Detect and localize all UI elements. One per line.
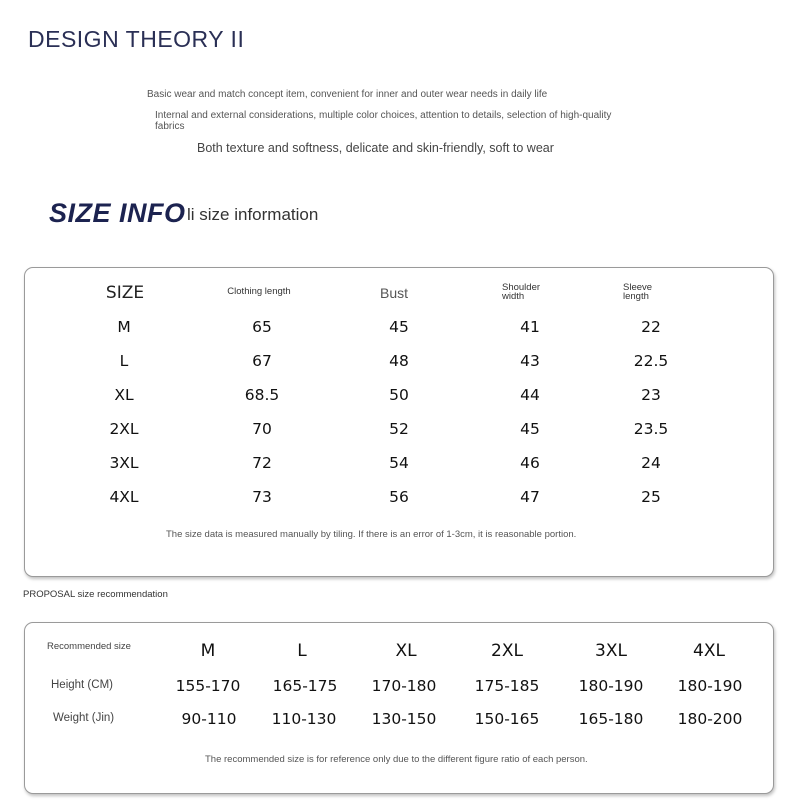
- header-size: SIZE: [105, 283, 145, 303]
- weight-value: 110-130: [271, 710, 337, 728]
- row-bust: 45: [389, 318, 409, 336]
- proposal-title: PROPOSAL size recommendation: [23, 589, 168, 600]
- row-size: XL: [114, 386, 134, 404]
- row-bust: 56: [389, 488, 409, 506]
- row-shoulder: 47: [520, 488, 540, 506]
- row-sleeve: 23: [641, 386, 661, 404]
- rec-size: 2XL: [491, 641, 523, 661]
- weight-value: 180-200: [677, 710, 743, 728]
- row-sleeve: 22: [641, 318, 661, 336]
- row-shoulder: 44: [520, 386, 540, 404]
- header-clothing-length: Clothing length: [227, 286, 291, 297]
- row-length: 68.5: [244, 386, 280, 404]
- recommended-size-label: Recommended size: [47, 641, 131, 652]
- intro-line-2: Internal and external considerations, multiple color choices, attention to details, selection of high-quality fabrics: [155, 110, 612, 132]
- weight-value: 130-150: [371, 710, 437, 728]
- intro-line-3: Both texture and softness, delicate and skin-friendly, soft to wear: [197, 141, 554, 155]
- row-size: L: [119, 352, 129, 370]
- height-value: 180-190: [677, 677, 743, 695]
- recommendation-card: [24, 622, 774, 794]
- recommendation-note: The recommended size is for reference only due to the different figure ratio of each person.: [205, 754, 588, 765]
- row-sleeve: 22.5: [633, 352, 669, 370]
- row-length: 70: [252, 420, 272, 438]
- row-shoulder: 45: [520, 420, 540, 438]
- weight-value: 90-110: [181, 710, 237, 728]
- height-label: Height (CM): [51, 679, 113, 691]
- row-sleeve: 24: [641, 454, 661, 472]
- rec-size: M: [200, 641, 216, 661]
- rec-size: 3XL: [595, 641, 627, 661]
- row-length: 72: [252, 454, 272, 472]
- height-value: 165-175: [272, 677, 338, 695]
- row-length: 67: [252, 352, 272, 370]
- weight-value: 165-180: [578, 710, 644, 728]
- row-shoulder: 43: [520, 352, 540, 370]
- height-value: 175-185: [474, 677, 540, 695]
- row-size: 3XL: [109, 454, 139, 472]
- brand-title: DESIGN THEORY II: [28, 26, 245, 52]
- row-bust: 54: [389, 454, 409, 472]
- header-shoulder-width: Shoulder width: [502, 282, 541, 302]
- size-info-title: SIZE INFO: [49, 198, 186, 228]
- row-bust: 50: [389, 386, 409, 404]
- height-value: 180-190: [578, 677, 644, 695]
- row-bust: 48: [389, 352, 409, 370]
- weight-label: Weight (Jin): [53, 712, 115, 724]
- height-value: 155-170: [175, 677, 241, 695]
- row-shoulder: 46: [520, 454, 540, 472]
- rec-size: XL: [395, 641, 417, 661]
- row-size: 2XL: [109, 420, 139, 438]
- rec-size: 4XL: [693, 641, 725, 661]
- row-size: M: [117, 318, 131, 336]
- header-bust: Bust: [379, 285, 409, 301]
- row-sleeve: 23.5: [633, 420, 669, 438]
- size-info-subtitle: li size information: [187, 205, 319, 224]
- size-table-card: [24, 267, 774, 577]
- row-sleeve: 25: [641, 488, 661, 506]
- intro-line-1: Basic wear and match concept item, convenient for inner and outer wear needs in daily life: [147, 89, 548, 100]
- header-sleeve-length: Sleeve length: [623, 282, 653, 302]
- rec-size: L: [297, 641, 307, 661]
- row-length: 73: [252, 488, 272, 506]
- row-bust: 52: [389, 420, 409, 438]
- weight-value: 150-165: [474, 710, 540, 728]
- row-size: 4XL: [109, 488, 139, 506]
- size-note: The size data is measured manually by tiling. If there is an error of 1-3cm, it is reasonable portion.: [166, 529, 577, 540]
- row-shoulder: 41: [520, 318, 540, 336]
- row-length: 65: [252, 318, 272, 336]
- height-value: 170-180: [371, 677, 437, 695]
